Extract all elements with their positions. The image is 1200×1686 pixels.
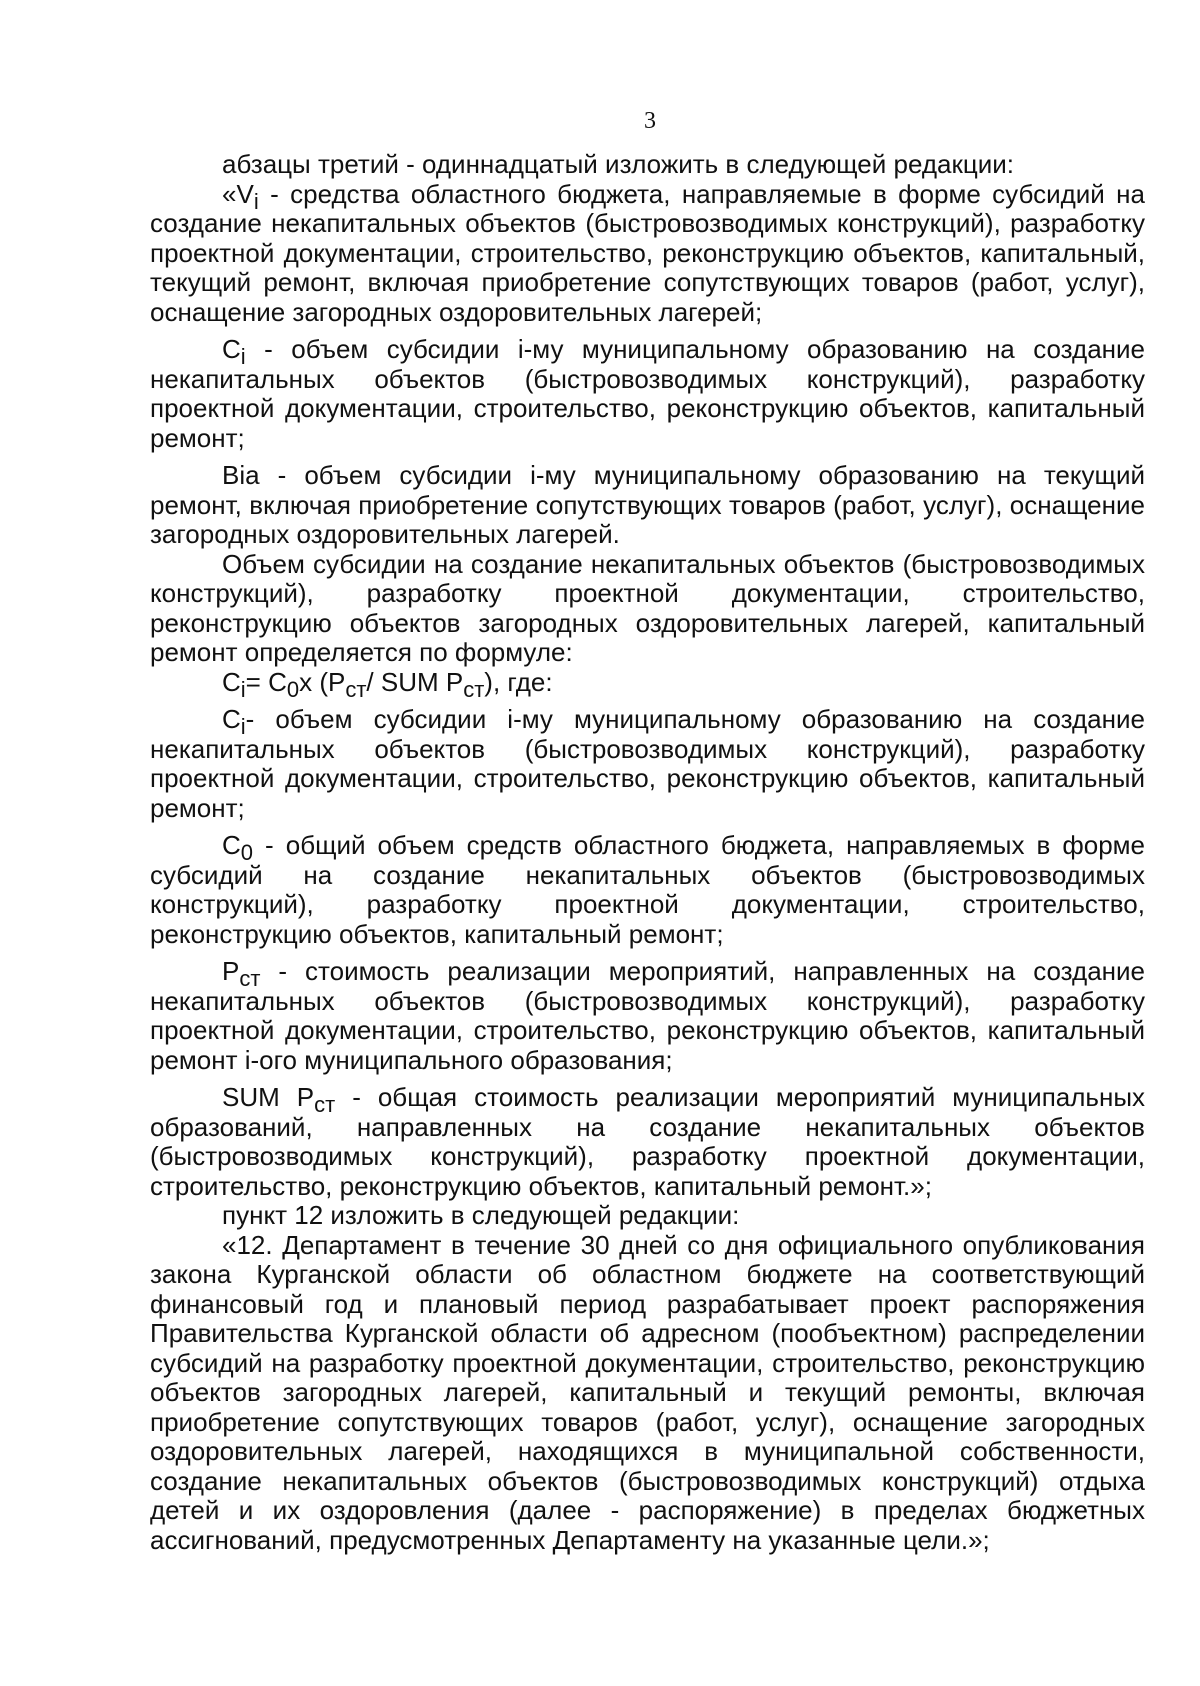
definition-text: - объем субсидии i-му муниципальному образованию на создание некапитальных объектов (быстровозводимых конструкций), разработку проектной документации, строительство, реконструкцию объектов, капитальный ремонт; xyxy=(150,704,1145,823)
term-symbol: C xyxy=(222,830,241,860)
formula-part: C xyxy=(222,666,241,697)
formula-subscript: ст xyxy=(463,676,485,702)
formula-subscript: i xyxy=(240,676,246,702)
definition-text: - стоимость реализации мероприятий, направленных на создание некапитальных объектов (быстровозводимых конструкций), разработку проектной документации, строительство, реконструкцию объектов, капитальный ремонт i-ого муниципального образования; xyxy=(150,956,1145,1075)
formula-part: x (P xyxy=(299,666,346,697)
term-subscript: i xyxy=(253,188,259,214)
definition-c0 xyxy=(150,831,1145,949)
term-symbol: C xyxy=(222,334,241,364)
definition-pst xyxy=(150,957,1145,1075)
definition-vi xyxy=(150,180,1145,328)
term-subscript: ст xyxy=(239,966,261,991)
term-subscript: i xyxy=(240,344,246,369)
page-number: 3 xyxy=(644,108,656,134)
formula-subscript: 0 xyxy=(286,676,300,702)
paragraph-item-12-intro: пункт 12 изложить в следующей редакции: xyxy=(222,1200,740,1230)
formula-part: = C xyxy=(245,666,287,697)
term-symbol: SUM P xyxy=(222,1082,315,1112)
definition-ci-formula xyxy=(150,705,1145,823)
definition-text: - общий объем средств областного бюджета, направляемых в форме субсидий на создание некапитальных объектов (быстровозводимых конструкций), разработку проектной документации, строительство, реконструкцию объектов, капитальный ремонт; xyxy=(150,830,1145,949)
paragraph-formula-intro: Объем субсидии на создание некапитальных объектов (быстровозводимых конструкций), разработку проектной документации, строительство, реконструкцию объектов загородных оздоровительных лагерей, капитальный ремонт определяется по формуле: xyxy=(150,548,1145,667)
definition-ci xyxy=(150,335,1145,453)
term-symbol: P xyxy=(222,956,240,986)
definition-text: - объем субсидии i-му муниципальному образованию на создание некапитальных объектов (быстровозводимых конструкций), разработку проектной документации, строительство, реконструкцию объектов, капитальный ремонт; xyxy=(150,334,1145,453)
document-body xyxy=(150,150,1145,1555)
definition-bia: Bia - объем субсидии i-му муниципальному образованию на текущий ремонт, включая приобретение сопутствующих товаров (работ, услуг), оснащение загородных оздоровительных лагерей. xyxy=(150,460,1145,549)
term-subscript: 0 xyxy=(240,840,254,865)
definition-text: - общая стоимость реализации мероприятий муниципальных образований, направленных на создание некапитальных объектов (быстровозводимых конструкций), разработку проектной документации, строительство, реконструкцию объектов, капитальный ремонт.»; xyxy=(150,1082,1146,1201)
formula-subscript: ст xyxy=(345,676,367,702)
term-symbol: «V xyxy=(222,178,254,209)
paragraph-item-12: «12. Департамент в течение 30 дней со дня официального опубликования закона Курганской области об областном бюджете на соответствующий финансовый год и плановый период разрабатывает проект распоряжения Правительства Курганской области об адресном (пообъектном) распределении субсидий на разработку проектной документации, строительство, реконструкцию объектов загородных лагерей, капитальный и текущий ремонты, включая приобретение сопутствующих товаров (работ, услуг), оснащение загородных оздоровительных лагерей, находящихся в муниципальной собственности, создание некапитальных объектов (быстровозводимых конструкций) отдыха детей и их оздоровления (далее - распоряжение) в пределах бюджетных ассигнований, предусмотренных Департаменту на указанные цели.»; xyxy=(150,1229,1145,1555)
definition-sum-pst xyxy=(150,1083,1145,1201)
term-subscript: i xyxy=(240,714,246,739)
formula-part: ), где: xyxy=(484,666,553,697)
term-symbol: C xyxy=(222,704,241,734)
formula xyxy=(150,666,1145,702)
paragraph-intro: абзацы третий - одиннадцатый изложить в следующей редакции: xyxy=(222,149,1015,179)
formula-part: / SUM P xyxy=(366,666,464,697)
definition-text: - средства областного бюджета, направляемые в форме субсидий на создание некапитальных объектов (быстровозводимых конструкций), разработку проектной документации, строительство, реконструкцию объектов, капитальный, текущий ремонт, включая приобретение сопутствующих товаров (работ, услуг), оснащение загородных оздоровительных лагерей; xyxy=(150,178,1145,327)
term-subscript: ст xyxy=(314,1092,336,1117)
